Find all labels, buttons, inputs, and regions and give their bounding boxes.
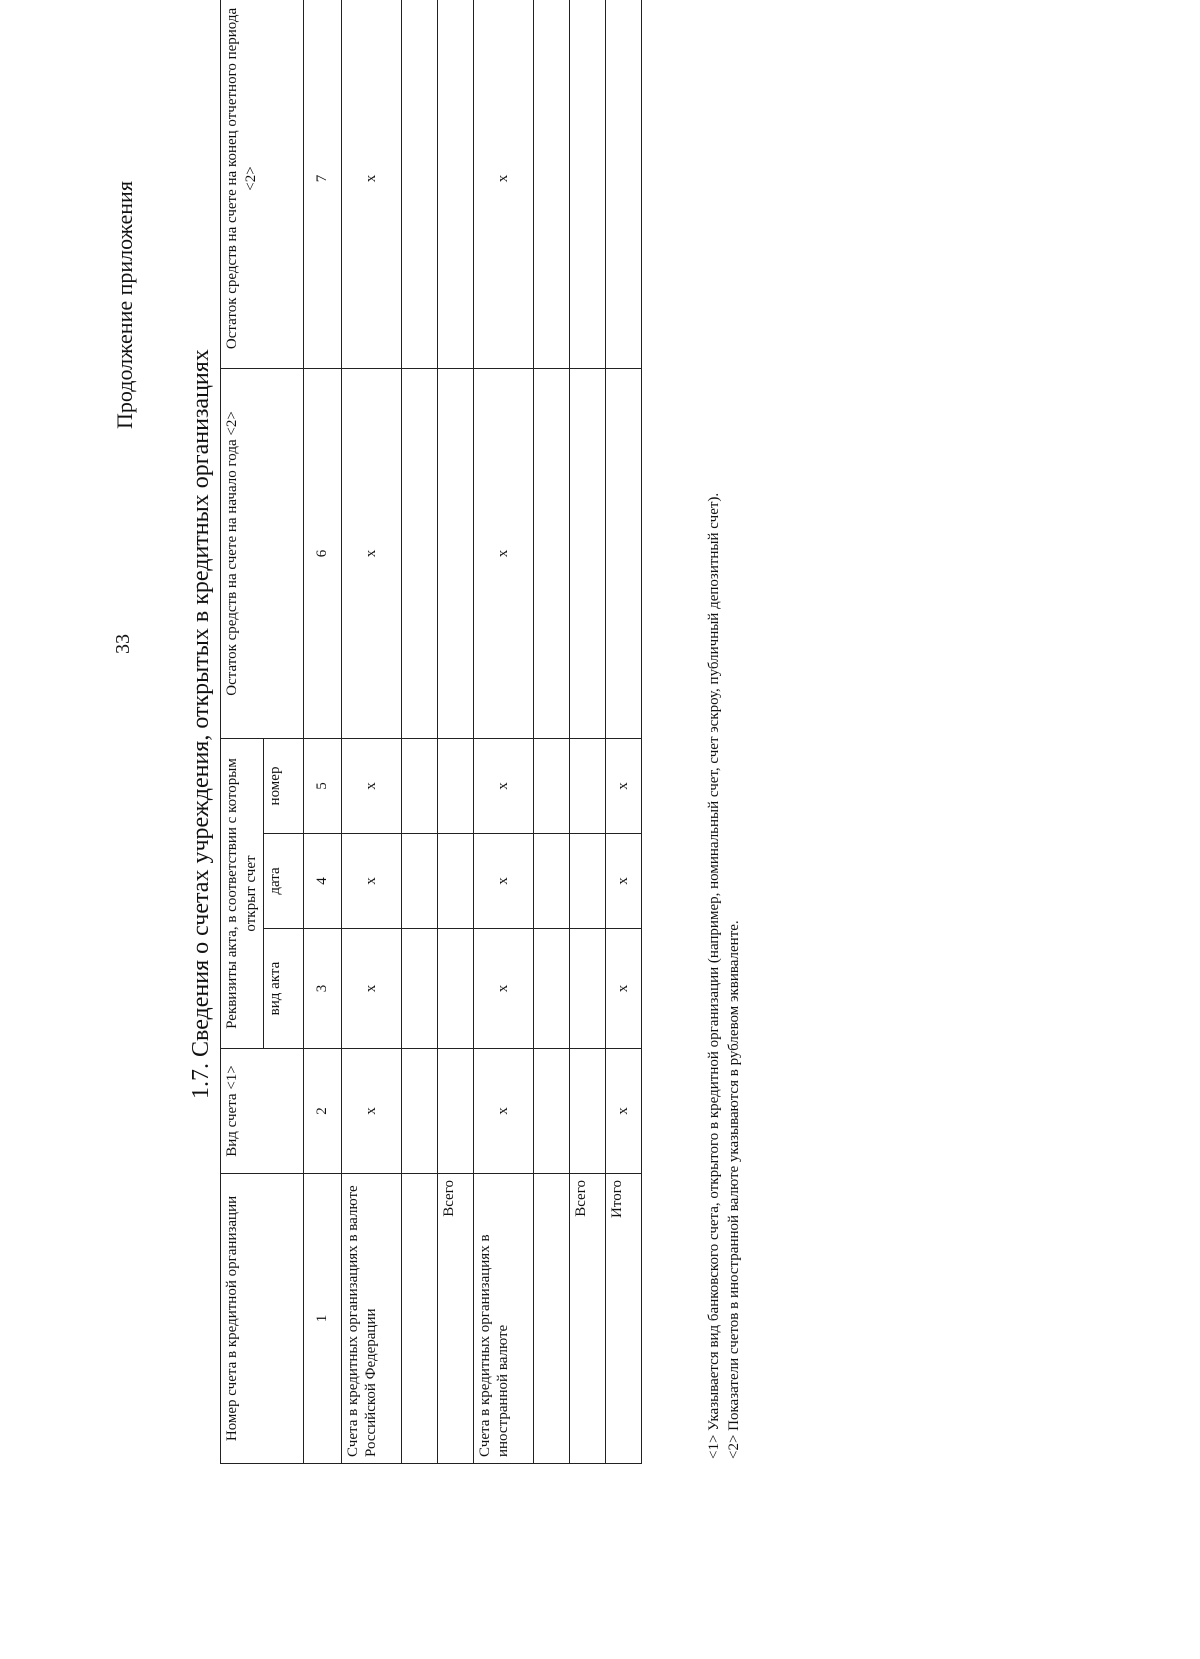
header-account-number: Номер счета в кредитной организации [221,1174,304,1464]
column-number-row [303,0,341,1464]
colnum-7: 7 [303,0,341,368]
footnote-2: <2> Показатели счетов в иностранной валюте указываются в рублевом эквиваленте. [725,920,742,1459]
rub-section-label: Счета в кредитных организациях в валюте Российской Федерации [341,1174,401,1464]
grand-mark-act-date: x [605,834,641,929]
rub-mark-act-type: x [341,929,401,1049]
rub-mark-balance-start: x [341,368,401,738]
rub-mark-balance-end: x [341,0,401,368]
rub-total-label: Всего [437,1174,473,1464]
colnum-2: 2 [303,1049,341,1174]
header-act-details: Реквизиты акта, в соответствии с которым открыт счет [221,738,264,1048]
header-account-type: Вид счета <1> [221,1049,304,1174]
section-title: 1.7. Сведения о счетах учреждения, открытых в кредитных организациях [188,349,214,1099]
header-act-type: вид акта [263,929,303,1049]
grand-mark-act-type: x [605,929,641,1049]
accounts-table [220,0,642,1464]
fx-section-row [473,0,533,1464]
header-act-number: номер [263,738,303,833]
header-balance-end: Остаток средств на счете на конец отчетного периода <2> [221,0,304,368]
fx-empty-row [533,0,569,1464]
grand-total-row [605,0,641,1464]
page-number: 33 [112,634,134,654]
fx-section-label: Счета в кредитных организациях в иностранной валюте [473,1174,533,1464]
colnum-5: 5 [303,738,341,833]
header-act-date: дата [263,834,303,929]
header-row-1 [221,0,264,1464]
rub-mark-type: x [341,1049,401,1174]
rub-empty-row [401,0,437,1464]
fx-total-row [569,0,605,1464]
rub-mark-act-number: x [341,738,401,833]
continuation-label: Продолжение приложения [112,181,137,429]
fx-mark-balance-end: x [473,0,533,368]
header-balance-start: Остаток средств на счете на начало года <2> [221,368,304,738]
fx-mark-balance-start: x [473,368,533,738]
fx-total-label: Всего [569,1174,605,1464]
rub-section-row [341,0,401,1464]
rub-mark-act-date: x [341,834,401,929]
colnum-1: 1 [303,1174,341,1464]
footnote-1: <1> Указывается вид банковского счета, открытого в кредитной организации (например, номинальный счет, счет эскроу, публичный депозитный счет). [706,492,722,1459]
footnotes [705,493,744,1459]
fx-mark-type: x [473,1049,533,1174]
grand-total-label: Итого [605,1174,641,1464]
colnum-6: 6 [303,368,341,738]
grand-mark-type: x [605,1049,641,1174]
grand-mark-act-number: x [605,738,641,833]
fx-mark-act-number: x [473,738,533,833]
fx-mark-act-date: x [473,834,533,929]
fx-mark-act-type: x [473,929,533,1049]
rub-total-row [437,0,473,1464]
colnum-3: 3 [303,929,341,1049]
colnum-4: 4 [303,834,341,929]
